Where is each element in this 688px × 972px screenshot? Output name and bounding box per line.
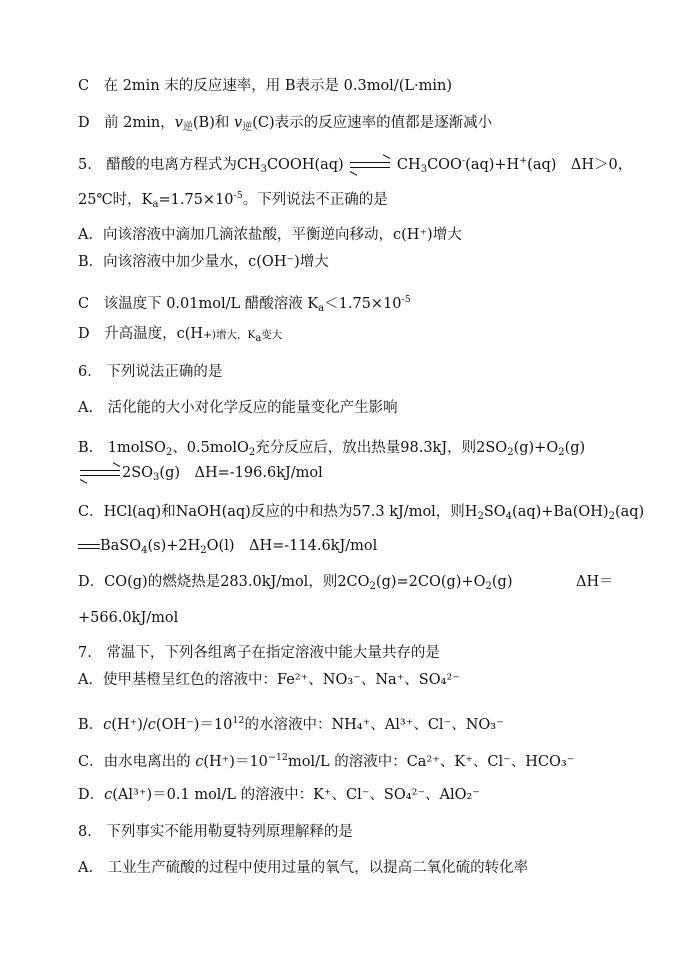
- q6-option-c-line: C．HCl(aq)和NaOH(aq)反应的中和热为57.3 kJ/mol，则$H_2SO_4(aq)+Ba(OH)_2(aq)$: [78, 504, 645, 522]
- q6-option-d-delta: ΔH＝: [576, 574, 614, 590]
- question-8-line: 8. 下列事实不能用勒夏特列原理解释的是: [78, 824, 353, 840]
- question-6-line: 6. 下列说法正确的是: [78, 364, 223, 380]
- question-5-line: 5. 醋酸的电离方程式为$CH_3COOH(aq)$ $CH_3COO^-(aq)+H^+(aq)$ ΔH＞0，: [78, 155, 633, 175]
- q6-option-b-line: B. 1molSO$_2$、0.5molO$_2$充分反应后，放出热量98.3kJ，则$2SO_2(g)+O_2(g)$: [78, 440, 586, 458]
- q6-option-d-line-2: +566.0kJ/mol: [78, 610, 179, 626]
- q6-option-b-line-2: $2SO_3(g)$ ΔH=-196.6kJ/mol: [78, 463, 688, 488]
- q6-option-d-line: D．CO(g)的燃烧热是283.0kJ/mol，则$2CO_2(g)=2CO(g)+O_2(g)$: [78, 574, 513, 592]
- q6-option-c-line-2: $BaSO_4(s)+2H_2O(l)$ ΔH=-114.6kJ/mol: [78, 536, 688, 561]
- q7-option-b-line: B．$c(H^+)/c(OH^-)=10^{12}$的水溶液中：NH₄⁺、Al³⁺、Cl⁻、NO₃⁻: [78, 715, 504, 733]
- option-a-line: A．向该溶液中滴加几滴浓盐酸，平衡逆向移动，c(H⁺)增大: [78, 227, 462, 243]
- question-5-line-2: 25℃时，$K_a=1.75\times 10^{-5}$。下列说法不正确的是: [78, 190, 388, 210]
- equilibrium-arrow-icon: [348, 159, 392, 171]
- option-d-line-2: D 升高温度，c(H+)增大，$K_a$变大: [78, 326, 283, 344]
- equals-sign-icon: [78, 544, 100, 549]
- q7-option-a-line: A．使甲基橙呈红色的溶液中：Fe²⁺、NO₃⁻、Na⁺、SO₄²⁻: [78, 672, 460, 688]
- q7-option-c-line: C．由水电离出的 $c(H^+)=10^{-12}mol/L$ 的溶液中：Ca²⁺、K⁺、Cl⁻、HCO₃⁻: [78, 752, 575, 770]
- option-d-line: D 前 2min，$v_逆(B)$和 $v_逆(C)$表示的反应速率的值都是逐渐减小: [78, 115, 493, 133]
- option-b-line: B．向该溶液中加少量水，c(OH⁻)增大: [78, 254, 329, 270]
- q6-option-a-line: A. 活化能的大小对化学反应的能量变化产生影响: [78, 400, 398, 416]
- option-c-line: C 在 2min 末的反应速率，用 B表示是 0.3mol/(L·min): [78, 78, 452, 94]
- equilibrium-arrow-icon: [78, 467, 122, 479]
- option-c-line-2: C 该温度下 0.01mol/L 醋酸溶液 $K_a<1.75\times 10^{-5}$: [78, 294, 411, 314]
- question-7-line: 7. 常温下，下列各组离子在指定溶液中能大量共存的是: [78, 645, 440, 661]
- q8-option-a-line: A. 工业生产硫酸的过程中使用过量的氧气，以提高二氧化硫的转化率: [78, 860, 529, 876]
- q7-option-d-line: D．c(Al³⁺)＝0.1 mol/L 的溶液中：K⁺、Cl⁻、SO₄²⁻、AlO₂⁻: [78, 787, 480, 803]
